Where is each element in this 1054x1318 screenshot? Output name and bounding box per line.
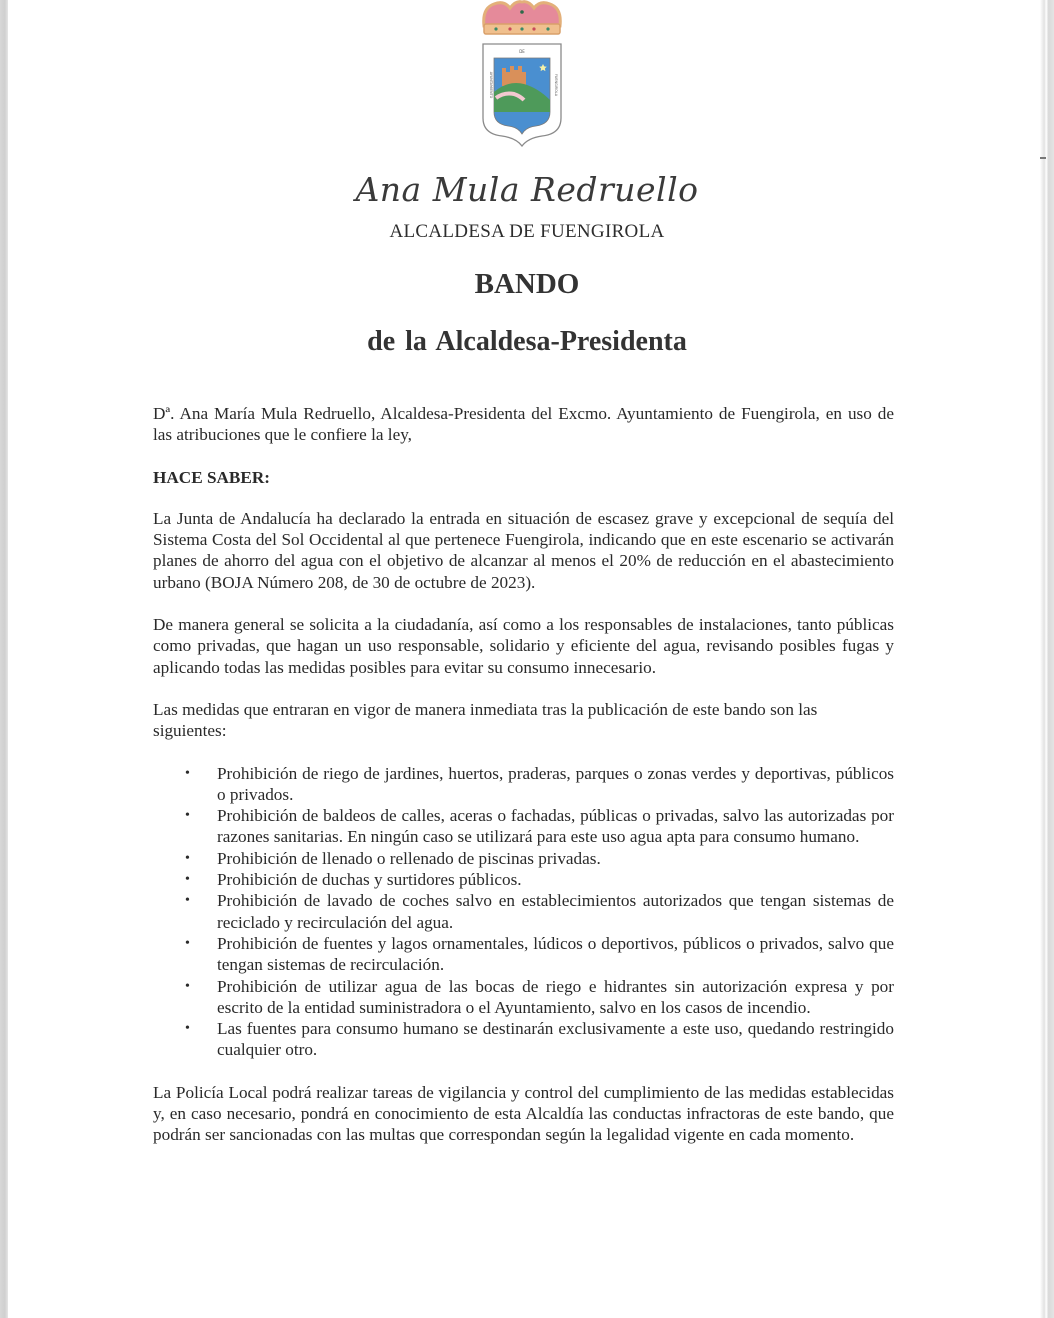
bullet-icon: • [185,850,190,866]
document-title: BANDO [474,268,580,300]
measure-text: Prohibición de baldeos de calles, aceras o fachadas, públicas o privadas, salvo las autorizadas por razones sanitarias. En ningún caso se utilizará para este uso agua apta para consumo humano. [217,806,894,847]
hace-saber-heading: HACE SABER: [153,467,270,487]
bullet-icon: • [185,765,190,781]
coat-of-arms-icon [480,0,564,150]
crown-icon [484,2,561,34]
list-item [185,1018,894,1061]
measure-text: Prohibición de llenado o rellenado de piscinas privadas. [217,848,601,868]
shield-icon [483,44,561,146]
list-item [185,976,894,1019]
mayor-office-title: ALCALDESA DE FUENGIROLA [389,221,665,242]
bullet-icon: • [185,935,190,951]
list-item [185,890,894,933]
bullet-icon: • [185,1021,190,1037]
list-item [185,805,894,848]
svg-text:AYUNTAMIENTO: AYUNTAMIENTO [489,71,493,99]
paragraph-police-enforcement: La Policía Local podrá realizar tareas de vigilancia y control del cumplimiento de las medidas establecidas y, en caso necesario, pondrá en conocimiento de esta Alcaldía las conductas infractoras de este bando, que podrán ser sancionadas con las multas que correspondan según la legalidad vigente en cada momento. [153,1082,894,1145]
measure-text: Prohibición de fuentes y lagos ornamentales, lúdicos o deportivos, públicos o privados, salvo que tengan sistemas de recirculación. [217,933,894,975]
paragraph-measures-intro: Las medidas que entraran en vigor de manera inmediata tras la publicación de este bando son las siguientes: [153,699,818,741]
bullet-icon: • [185,978,190,994]
list-item [185,869,894,890]
paragraph-general-request: De manera general se solicita a la ciudadanía, así como a los responsables de instalaciones, tanto públicas como privadas, que hagan un uso responsable, solidario y eficiente del agua, revisando posibles fugas y aplicando todas las medidas posibles para evitar su consumo innecesario. [153,615,894,677]
intro-paragraph: Dª. Ana María Mula Redruello, Alcaldesa-Presidenta del Excmo. Ayuntamiento de Fuengirola, en uso de las atribuciones que le confiere la ley, [153,404,894,445]
paragraph-drought-declaration: La Junta de Andalucía ha declarado la entrada en situación de escasez grave y excepcional de sequía del Sistema Costa del Sol Occidental al que pertenece Fuengirola, indicando que en este escenario se activarán planes de ahorro del agua con el objetivo de alcanzar al menos el 20% de reducción en el abastecimiento urbano (BOJA Número 208, de 30 de octubre de 2023). [153,508,894,592]
measure-text: Las fuentes para consumo humano se destinarán exclusivamente a este uso, quedando restringido cualquier otro. [217,1019,894,1060]
measure-text: Prohibición de utilizar agua de las bocas de riego e hidrantes sin autorización expresa y por escrito de la entidad suministradora o el Ayuntamiento, salvo en los casos de incendio. [217,976,894,1017]
measure-text: Prohibición de lavado de coches salvo en establecimientos autorizados que tengan sistemas de reciclado y recirculación del agua. [217,891,894,932]
bullet-icon: • [185,893,190,909]
list-item [185,933,894,976]
document-subtitle: de la Alcaldesa-Presidenta [367,326,687,357]
mayor-signature: Ana Mula Redruello [355,170,699,209]
measure-text: Prohibición de riego de jardines, huertos, praderas, parques o zonas verdes y deportivas, públicos o privados. [217,763,894,804]
svg-text:DE: DE [519,49,525,54]
svg-text:FUENGIROLA: FUENGIROLA [554,73,558,97]
bullet-icon: • [185,872,190,888]
bullet-icon: • [185,808,190,824]
page-edge-mark [1040,157,1046,159]
measures-list [153,763,894,1061]
list-item [185,848,894,869]
document-body [153,403,894,1146]
measure-text: Prohibición de duchas y surtidores públicos. [217,870,522,890]
list-item [185,763,894,806]
